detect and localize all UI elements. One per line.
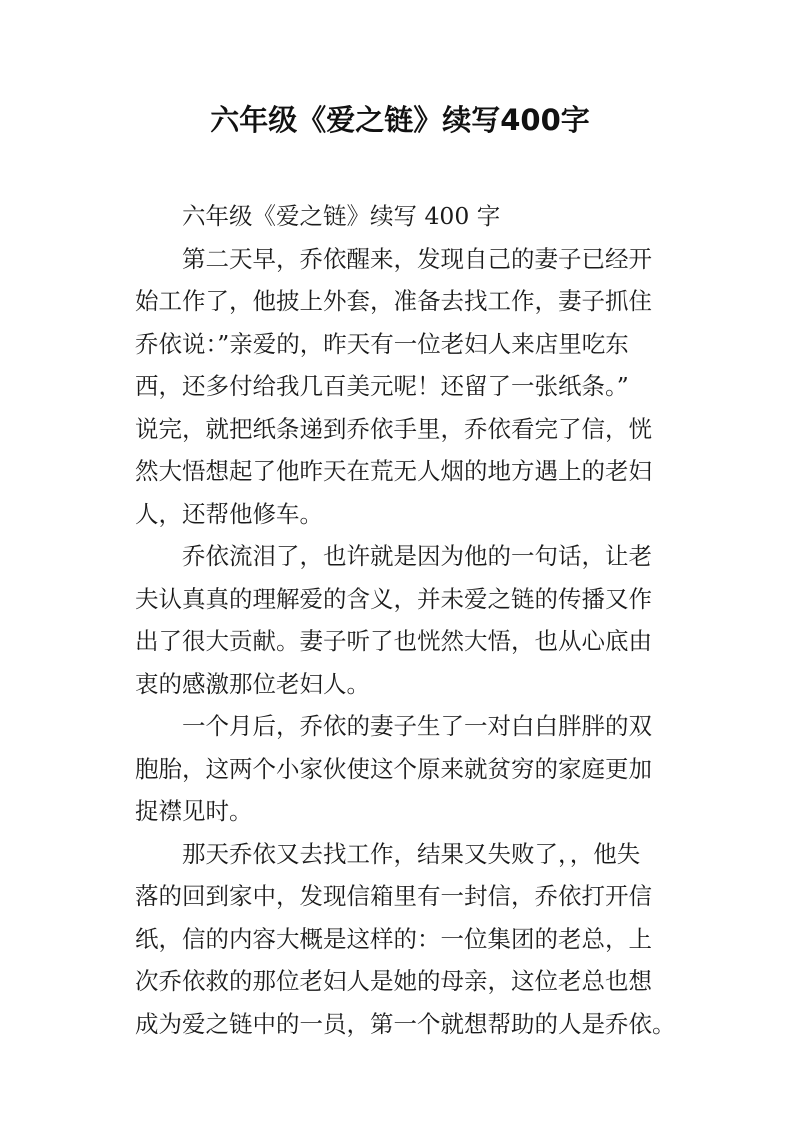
- body-line: 成为爱之链中的一员，第一个就想帮助的人是乔依。: [135, 1009, 676, 1038]
- body-line: 说完，就把纸条递到乔依手里，乔依看完了信，恍: [135, 414, 652, 443]
- body-line: 次乔依救的那位老妇人是她的母亲，这位老总也想: [135, 967, 652, 995]
- body-line: 那天乔依又去找工作，结果又失败了，，他失: [182, 839, 641, 868]
- body-line-subtitle: 六年级《爱之链》续写 400 字: [182, 202, 501, 230]
- body-line: 然大悟想起了他昨天在荒无人烟的地方遇上的老妇: [135, 457, 652, 485]
- body-line: 落的回到家中，发现信箱里有一封信，乔依打开信: [135, 882, 652, 910]
- body-line: 第二天早，乔依醒来，发现自己的妻子已经开: [182, 244, 652, 273]
- body-line: 出了很大贡献。妻子听了也恍然大悟，也从心底由: [135, 627, 652, 655]
- body-line: 始工作了，他披上外套，准备去找工作，妻子抓住: [135, 287, 652, 315]
- body-line: 乔依流泪了，也许就是因为他的一句话，让老: [182, 542, 652, 570]
- body-line: 人，还帮他修车。: [135, 499, 323, 528]
- body-line: 夫认真真的理解爱的含义，并未爱之链的传播又作: [135, 584, 652, 613]
- document-title: 六年级《爱之链》续写400字: [210, 103, 590, 137]
- body-line: 西，还多付给我几百美元呢！还留了一张纸条。”: [135, 372, 629, 400]
- body-line: 衷的感激那位老妇人。: [135, 669, 370, 698]
- body-line: 一个月后，乔依的妻子生了一对白白胖胖的双: [182, 712, 652, 740]
- document-body: [135, 195, 680, 1045]
- body-line: 纸，信的内容大概是这样的：一位集团的老总，上: [135, 924, 652, 953]
- body-line: 捉襟见时。: [135, 797, 253, 825]
- body-line: 乔依说：”亲爱的，昨天有一位老妇人来店里吃东: [135, 329, 629, 358]
- body-line: 胞胎，这两个小家伙使这个原来就贫穷的家庭更加: [135, 754, 652, 783]
